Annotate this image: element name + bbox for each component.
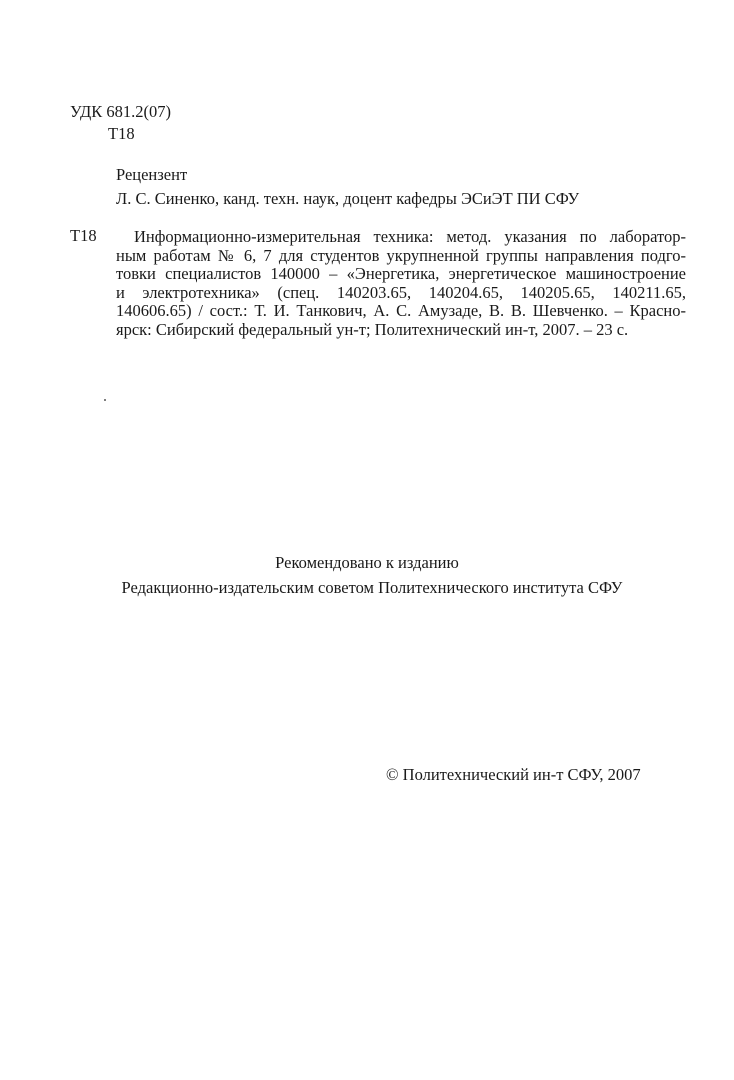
biblio-line: ярск: Сибирский федеральный ун-т; Политехнический ин-т, 2007. – 23 с. (116, 319, 629, 339)
biblio-line: Информационно-измерительная техника: метод. указания по лаборатор- (134, 227, 686, 246)
biblio-line: ным работам № 6, 7 для студентов укрупненной группы направления подго- (116, 245, 686, 265)
recommendation-line-1: Рекомендовано к изданию (275, 553, 459, 572)
bibliographic-description (116, 228, 686, 340)
biblio-line: 140606.65) / сост.: Т. И. Танкович, А. С. Амузаде, В. В. Шевченко. – Красно- (116, 301, 686, 321)
reviewer-name: Л. С. Синенко, канд. техн. наук, доцент кафедры ЭСиЭТ ПИ СФУ (116, 189, 580, 208)
recommendation-line-2: Редакционно-издательским советом Политехнического института СФУ (121, 578, 623, 597)
biblio-line: товки специалистов 140000 – «Энергетика, энергетическое машиностроение (116, 264, 686, 284)
index-code-biblio: Т18 (70, 226, 97, 245)
index-code-top: Т18 (108, 124, 135, 143)
biblio-line: и электротехника» (спец. 140203.65, 140204.65, 140205.65, 140211.65, (116, 282, 686, 302)
udk-code: УДК 681.2(07) (70, 102, 172, 121)
reviewer-label: Рецензент (116, 165, 188, 184)
stray-mark (104, 399, 106, 401)
copyright-notice: © Политехнический ин-т СФУ, 2007 (386, 765, 641, 784)
